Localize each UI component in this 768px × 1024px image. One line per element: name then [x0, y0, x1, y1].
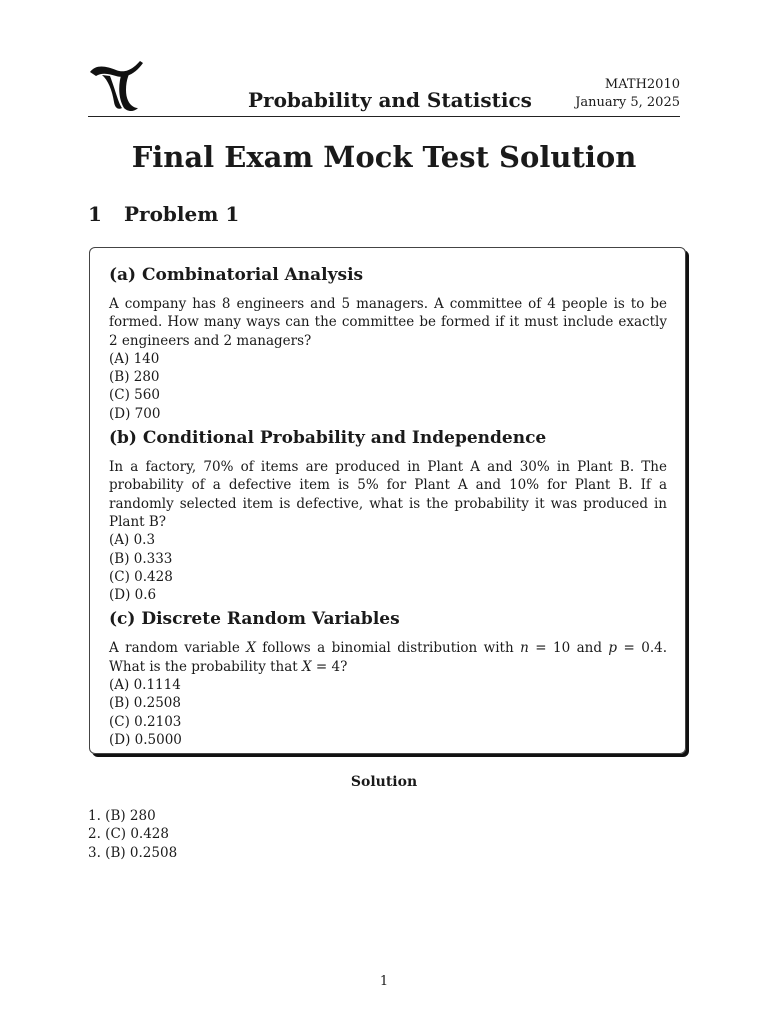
course-code: MATH2010	[604, 77, 680, 92]
part-heading: (c) Discrete Random Variables	[109, 609, 400, 630]
solution-answer: 2. (C) 0.428	[88, 826, 169, 843]
answer-option: (B) 0.2508	[109, 695, 181, 712]
section-number: 1	[88, 202, 102, 226]
part-question: A company has 8 engineers and 5 managers. A committee of 4 people is to be formed. How many ways can the committee be formed if it must include exactly 2 engineers and 2 managers?	[109, 296, 667, 349]
solution-answer: 1. (B) 280	[88, 808, 156, 824]
part-heading: (a) Combinatorial Analysis	[109, 265, 364, 285]
problem-part-c	[109, 608, 667, 749]
problem-part-a	[109, 264, 667, 423]
answer-option: (D) 700	[109, 405, 161, 422]
section-heading	[88, 202, 239, 226]
answer-option: (D) 0.6	[109, 587, 157, 604]
answer-option: (B) 0.333	[109, 550, 173, 567]
exam-date: January 5, 2025	[575, 95, 680, 110]
header-divider	[88, 116, 680, 117]
answer-option: (A) 140	[109, 350, 160, 367]
university-logo-icon	[88, 58, 144, 114]
course-title: Probability and Statistics	[248, 88, 532, 112]
answer-option: (A) 0.1114	[109, 677, 181, 694]
answer-option: (D) 0.5000	[109, 731, 182, 748]
answer-option: (A) 0.3	[109, 532, 156, 549]
page-number: 1	[379, 974, 389, 989]
part-question: A random variable X follows a binomial distribution with n = 10 and p = 0.4. What is the probability that X = 4?	[109, 640, 667, 675]
answer-option: (C) 0.2103	[109, 713, 182, 730]
problem-part-b	[109, 427, 667, 604]
part-question: In a factory, 70% of items are produced in Plant A and 30% in Plant B. The probability of a defective item is 5% for Plant A and 10% for Plant B. If a randomly selected item is defective, what is the probability it was produced in Plant B?	[109, 459, 667, 530]
part-heading: (b) Conditional Probability and Independence	[109, 428, 547, 449]
answer-option: (C) 0.428	[109, 568, 173, 585]
solution-heading: Solution	[350, 774, 418, 790]
answer-option: (B) 280	[109, 369, 160, 386]
solution-answer: 3. (B) 0.2508	[88, 844, 178, 861]
problem-box	[89, 247, 686, 754]
answer-option: (C) 560	[109, 387, 160, 404]
section-title: Problem 1	[124, 202, 240, 226]
document-title: Final Exam Mock Test Solution	[131, 140, 637, 174]
solution-answer-list	[88, 807, 177, 862]
